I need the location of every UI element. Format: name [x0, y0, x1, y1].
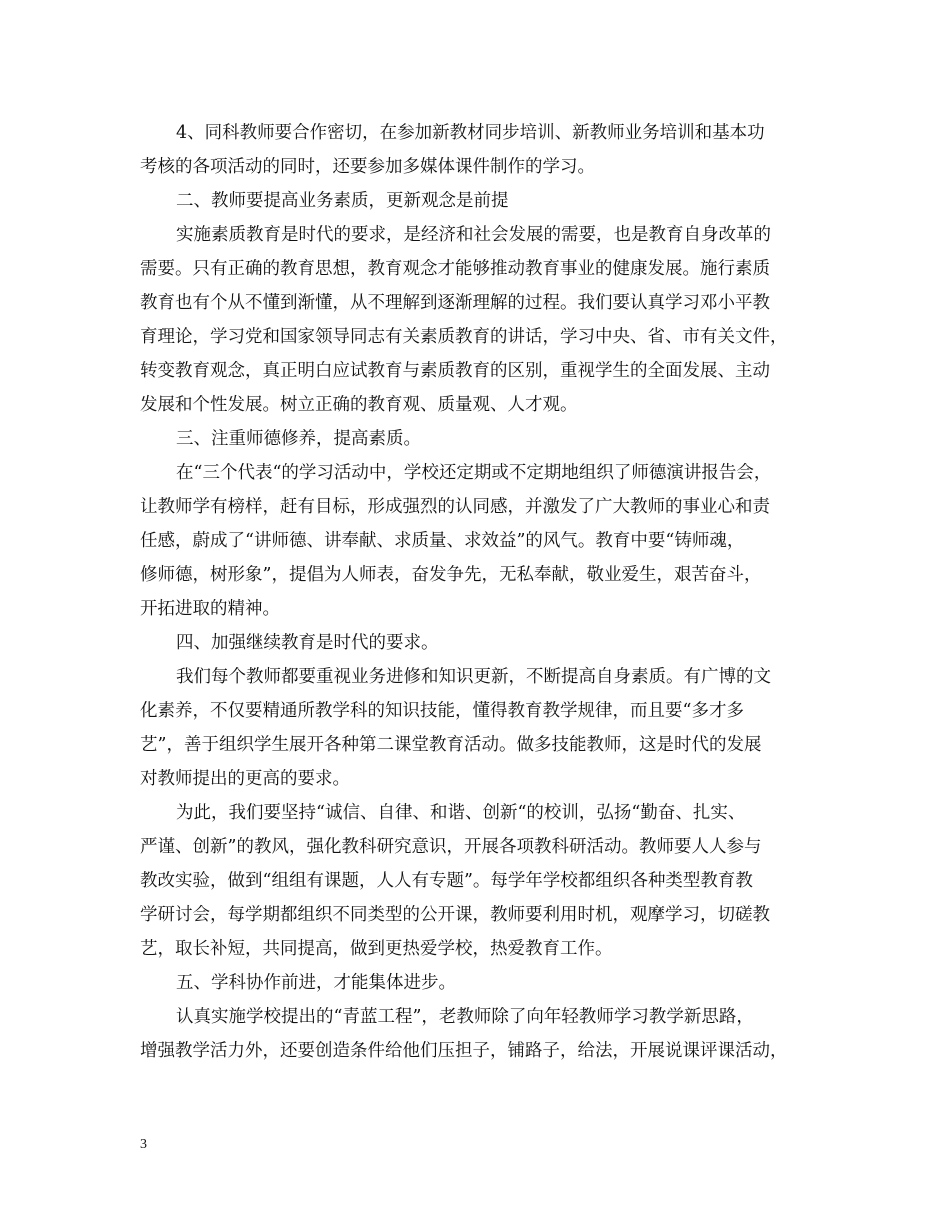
text-line: 考核的各项活动的同时，还要参加多媒体课件制作的学习。	[140, 157, 595, 177]
page-number: 3	[140, 1137, 147, 1152]
text-line: 转变教育观念，真正明白应试教育与素质教育的区别，重视学生的全面发展、主动	[140, 361, 770, 381]
text-line: 教改实验，做到“组组有课题，人人有专题”。每学年学校都组织各种类型教育教	[140, 871, 753, 891]
text-line: 需要。只有正确的教育思想，教育观念才能够推动教育事业的健康发展。施行素质	[140, 259, 770, 279]
text-line: 学研讨会，每学期都组织不同类型的公开课，教师要利用时机，观摩学习，切磋教	[140, 905, 770, 925]
text-line: 让教师学有榜样，赶有目标，形成强烈的认同感，并激发了广大教师的事业心和责	[140, 497, 770, 517]
text-line: 化素养，不仅要精通所教学科的知识技能，懂得教育教学规律，而且要“多才多	[140, 701, 744, 721]
text-line: 二、教师要提高业务素质，更新观念是前提	[176, 191, 509, 211]
text-line: 对教师提出的更高的要求。	[140, 769, 350, 789]
text-line: 在“三个代表“的学习活动中，学校还定期或不定期地组织了师德演讲报告会，	[176, 463, 772, 483]
text-line: 为此，我们要坚持“诚信、自律、和谐、创新“的校训，弘扬“勤奋、扎实、	[176, 803, 746, 823]
text-line: 三、注重师德修养，提高素质。	[176, 429, 421, 449]
document-body	[140, 116, 820, 1068]
text-line: 五、学科协作前进，才能集体进步。	[176, 973, 456, 993]
text-line: 发展和个性发展。树立正确的教育观、质量观、人才观。	[140, 395, 578, 415]
text-line: 教育也有个从不懂到渐懂，从不理解到逐渐理解的过程。我们要认真学习邓小平教	[140, 293, 770, 313]
text-line: 艺”，善于组织学生展开各种第二课堂教育活动。做多技能教师，这是时代的发展	[140, 735, 762, 755]
text-line: 任感，蔚成了“讲师德、讲奉献、求质量、求效益”的风气。教育中要“铸师魂，	[140, 531, 745, 551]
text-line: 我们每个教师都要重视业务进修和知识更新，不断提高自身素质。有广博的文	[176, 667, 771, 687]
text-line: 4、同科教师要合作密切，在参加新教材同步培训、新教师业务培训和基本功	[176, 123, 765, 143]
text-line: 认真实施学校提出的“青蓝工程”，老教师除了向年轻教师学习教学新思路，	[176, 1007, 754, 1027]
text-line: 修师德，树形象”，提倡为人师表，奋发争先，无私奉献，敬业爱生，艰苦奋斗，	[140, 565, 762, 585]
text-line: 增强教学活力外，还要创造条件给他们压担子，铺路子，给法，开展说课评课活动，	[140, 1041, 788, 1061]
text-line: 实施素质教育是时代的要求，是经济和社会发展的需要，也是教育自身改革的	[176, 225, 771, 245]
text-line: 艺，取长补短，共同提高，做到更热爱学校，热爱教育工作。	[140, 939, 613, 959]
text-line: 开拓进取的精神。	[140, 599, 280, 619]
text-line: 育理论，学习党和国家领导同志有关素质教育的讲话，学习中央、省、市有关文件，	[140, 327, 788, 347]
text-line: 严谨、创新”的教风，强化教科研究意识，开展各项教科研活动。教师要人人参与	[140, 837, 762, 857]
text-line: 四、加强继续教育是时代的要求。	[176, 633, 439, 653]
